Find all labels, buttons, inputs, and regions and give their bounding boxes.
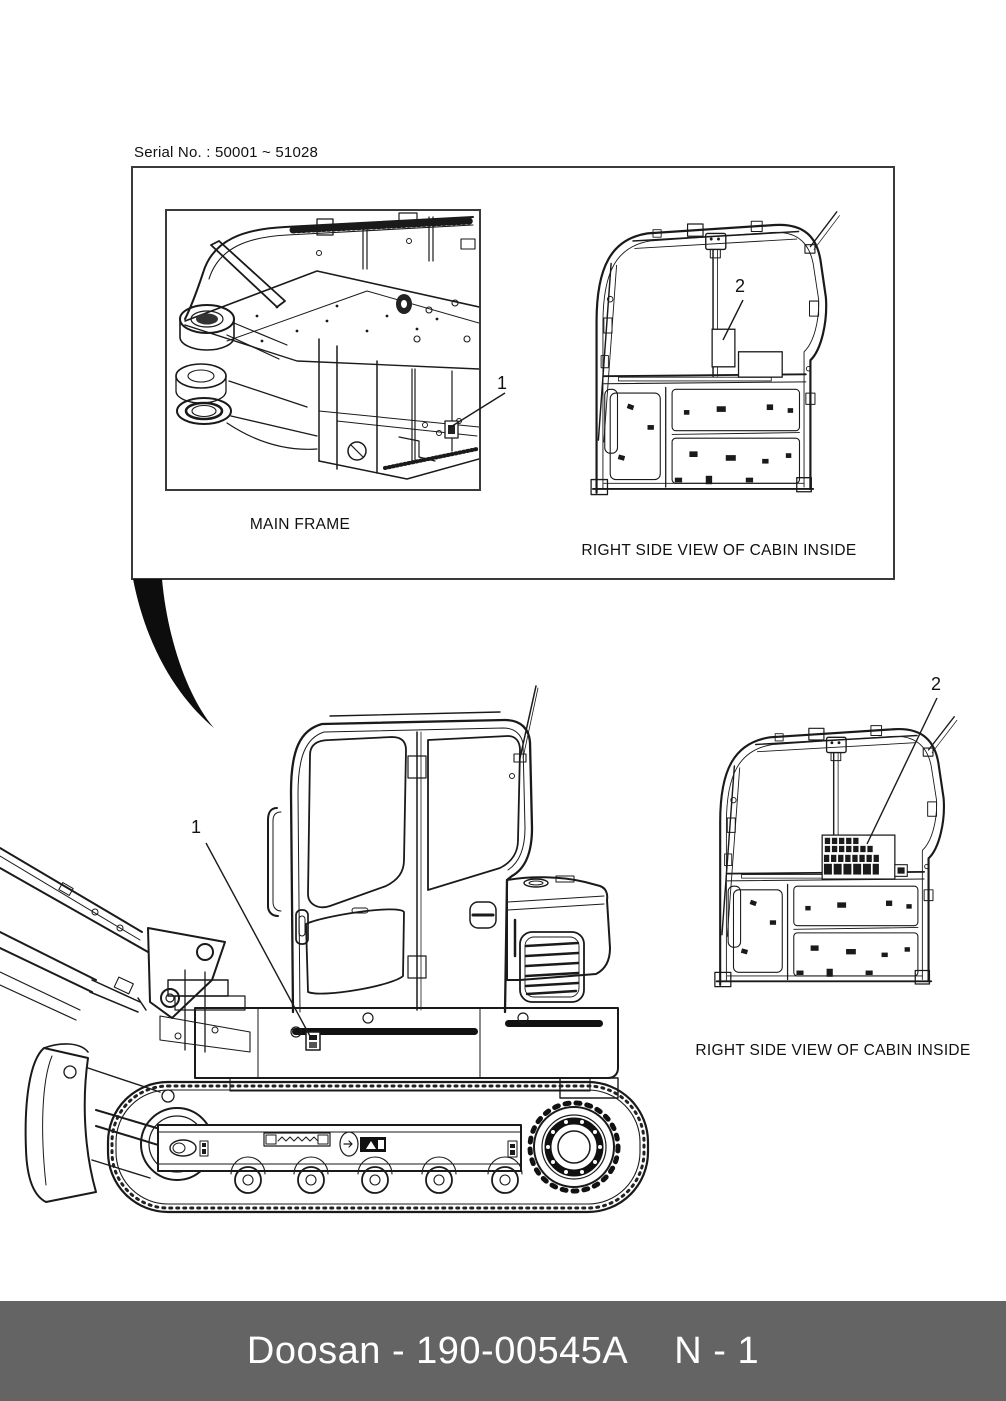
main-frame-diagram	[167, 211, 479, 489]
footer-page-number: N - 1	[674, 1329, 760, 1372]
callout-label-1-excavator: 1	[191, 817, 202, 837]
footer-doc-id: Doosan - 190-00545A	[246, 1329, 629, 1372]
cabin-bottom-caption: RIGHT SIDE VIEW OF CABIN INSIDE	[695, 1042, 971, 1059]
callout-label-2-cabin-top: 2	[735, 276, 746, 296]
excavator-side-diagram	[0, 680, 660, 1220]
cabin-inside-top-diagram	[582, 209, 855, 519]
main-frame-box	[165, 209, 481, 491]
serial-number-label: Serial No. : 50001 ~ 51028	[134, 144, 319, 161]
footer-bar	[0, 1301, 1006, 1401]
cabin-inside-bottom-diagram	[706, 714, 972, 1010]
cabin-top-caption: RIGHT SIDE VIEW OF CABIN INSIDE	[581, 542, 857, 559]
callout-label-1-main-frame: 1	[497, 373, 508, 393]
callout-label-2-cabin-bottom: 2	[931, 674, 942, 694]
parts-detail-panel	[131, 166, 895, 580]
main-frame-caption: MAIN FRAME	[249, 516, 351, 533]
